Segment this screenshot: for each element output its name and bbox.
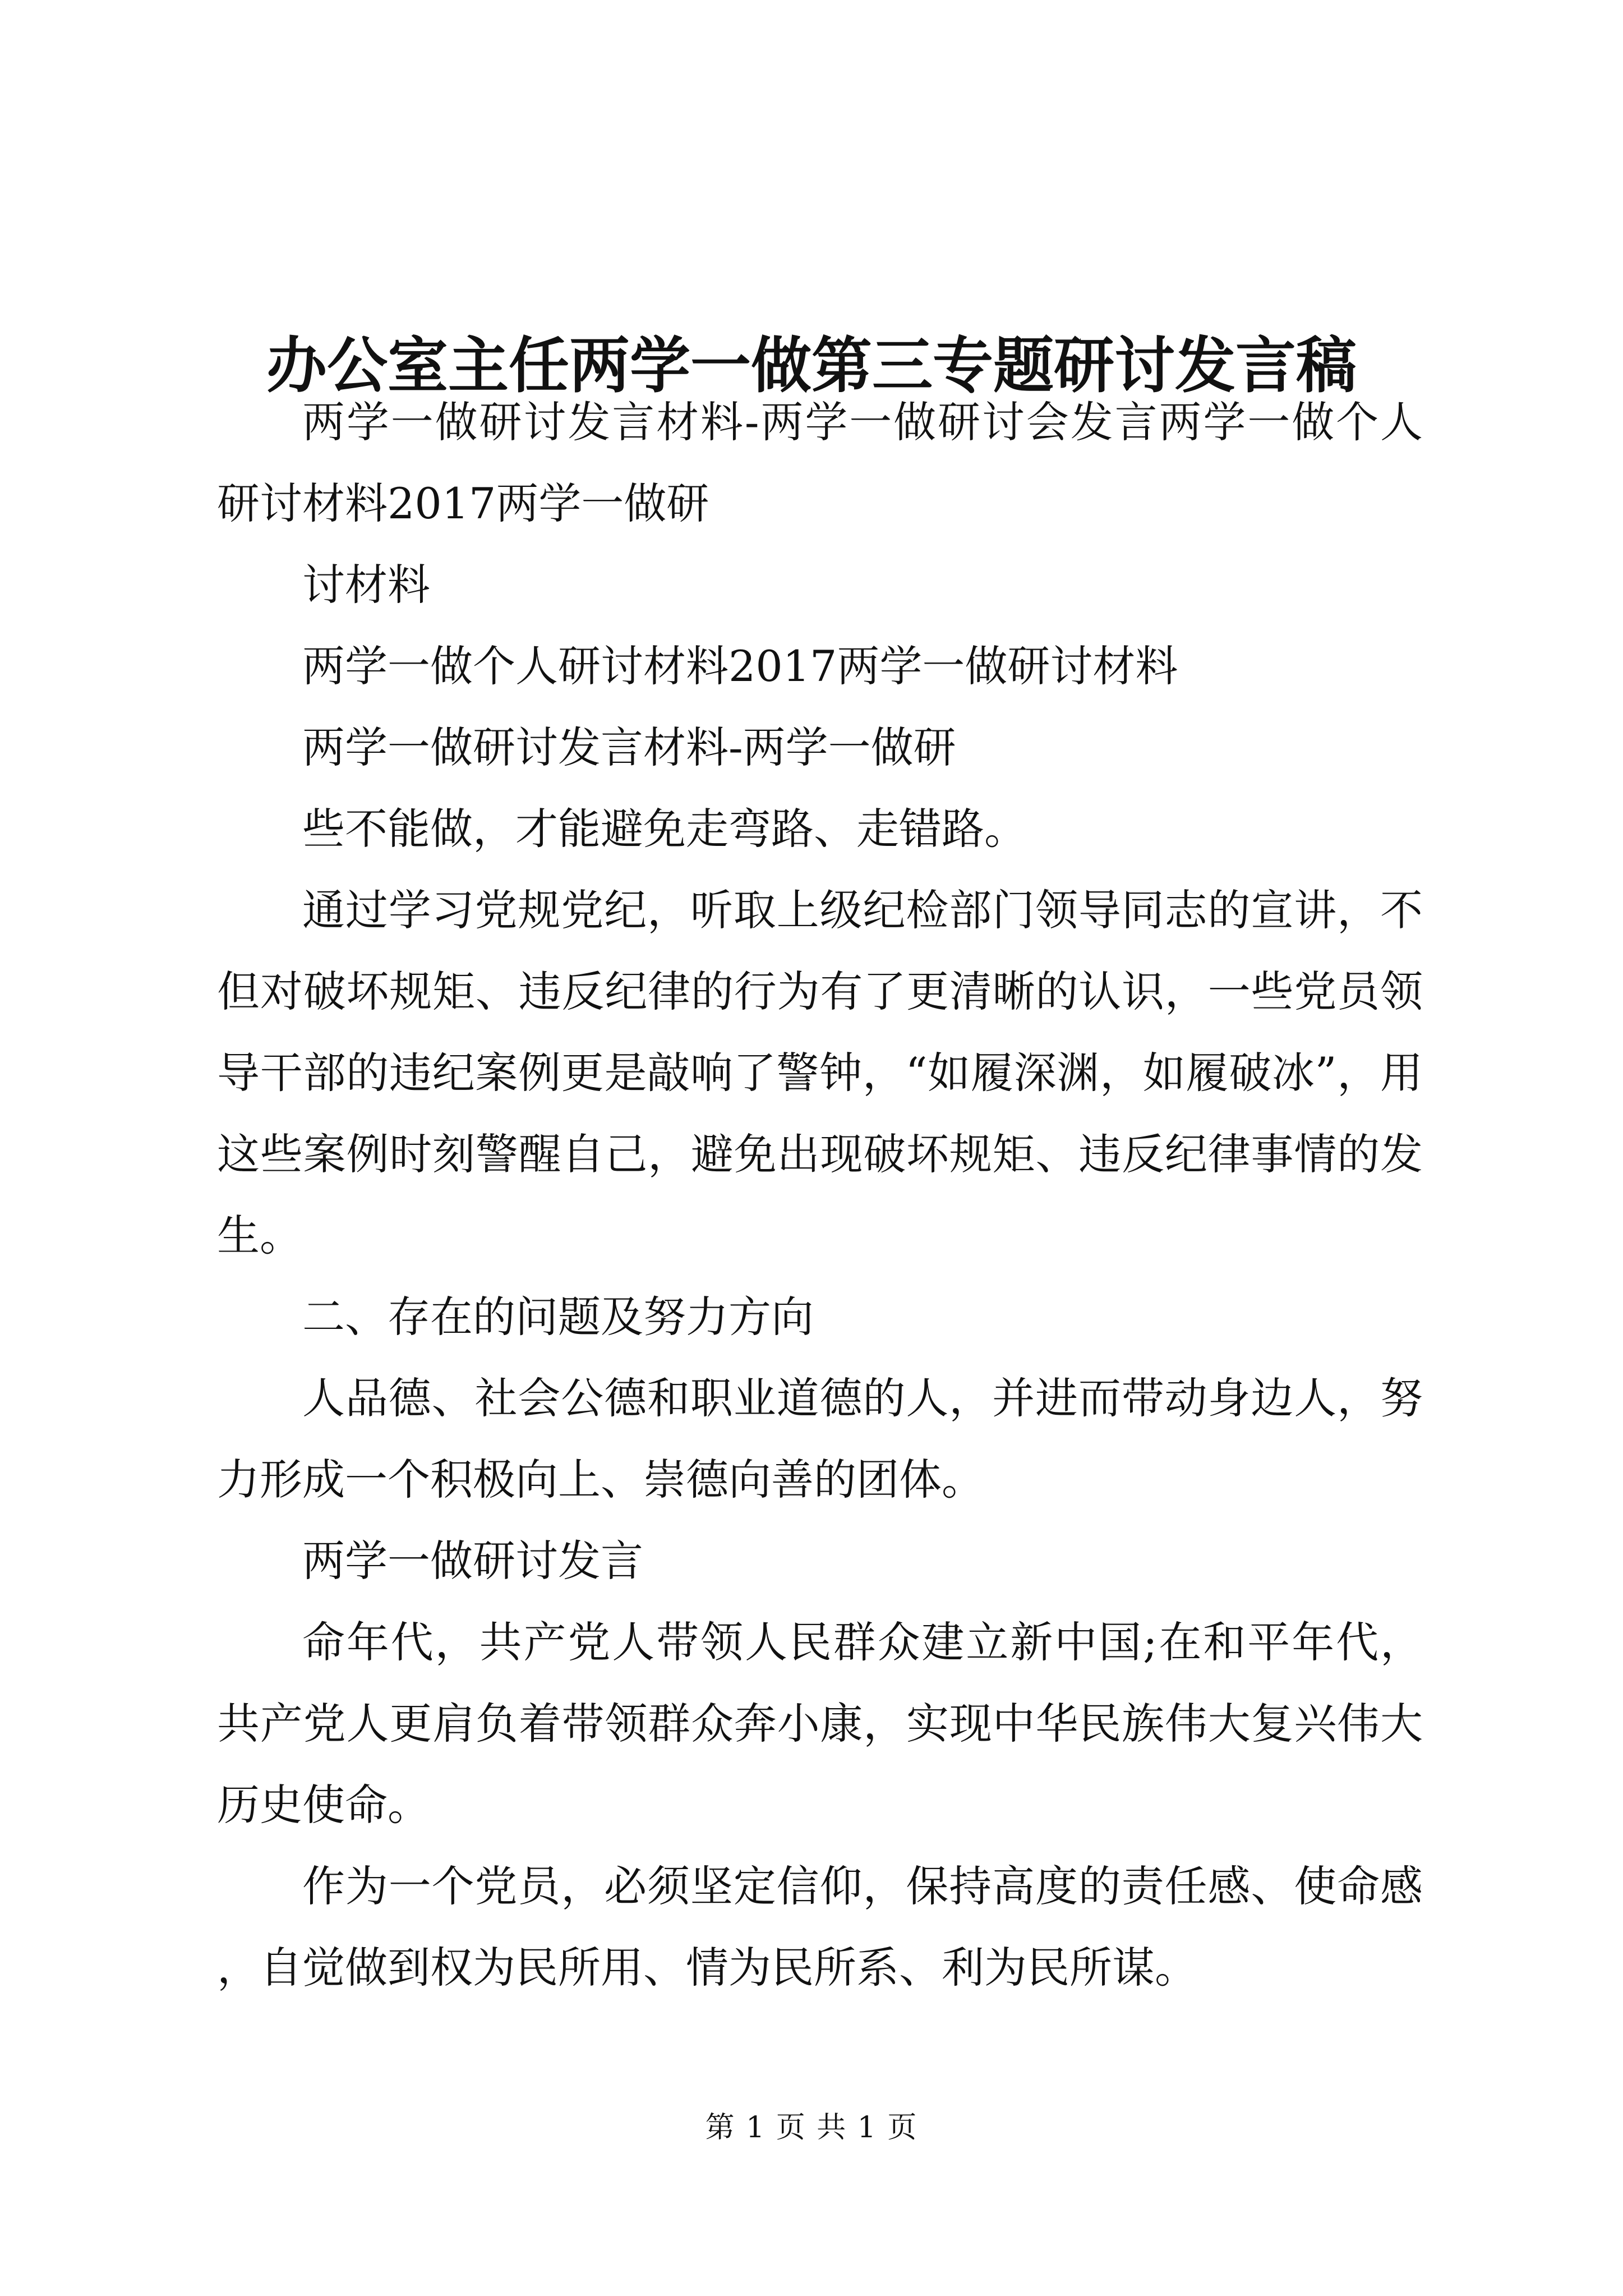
- body-paragraph: 作为一个党员，必须坚定信仰，保持高度的责任感、使命感，自觉做到权为民所用、情为民所系、利为民所谋。: [217, 1861, 1423, 1993]
- body-paragraph: 两学一做个人研讨材料2017两学一做研讨材料: [302, 641, 1178, 691]
- section-heading: 二、存在的问题及努力方向: [302, 1292, 814, 1342]
- body-paragraph: 命年代，共产党人带领人民群众建立新中国;在和平年代，共产党人更肩负着带领群众奔小康，实现中华民族伟大复兴伟大历史使命。: [217, 1617, 1423, 1830]
- body-paragraph: 两学一做研讨发言材料-两学一做研讨会发言两学一做个人研讨材料2017两学一做研: [217, 397, 1423, 528]
- body-paragraph: 人品德、社会公德和职业道德的人，并进而带动身边人，努力形成一个积极向上、崇德向善的团体。: [217, 1373, 1423, 1504]
- document-body: [217, 381, 1423, 2008]
- body-paragraph: 些不能做，才能避免走弯路、走错路。: [302, 804, 1027, 854]
- body-paragraph: 两学一做研讨发言: [302, 1536, 643, 1586]
- document-title: 办公室主任两学一做第三专题研讨发言稿: [266, 330, 1357, 402]
- page-footer: 第 1 页 共 1 页: [705, 2111, 918, 2145]
- body-paragraph: 通过学习党规党纪，听取上级纪检部门领导同志的宣讲，不但对破坏规矩、违反纪律的行为有了更清晰的认识，一些党员领导干部的违纪案例更是敲响了警钟，“如履深渊，如履破冰”，用这些案例时刻警醒自己，避免出现破坏规矩、违反纪律事情的发生。: [217, 885, 1423, 1260]
- body-paragraph: 讨材料: [302, 560, 430, 610]
- body-paragraph: 两学一做研讨发言材料-两学一做研: [302, 723, 956, 772]
